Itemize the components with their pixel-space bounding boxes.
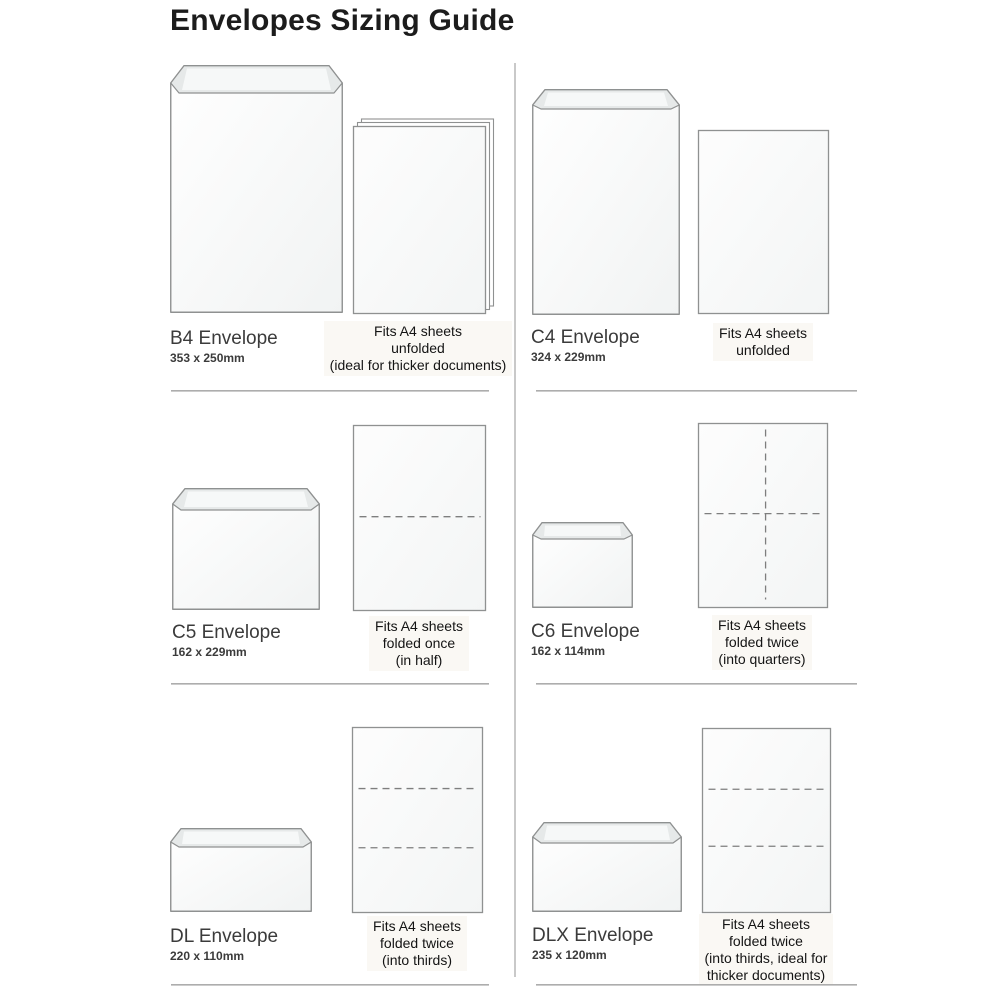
envelope-illustration	[532, 522, 633, 608]
fit-caption-box	[369, 616, 469, 671]
fit-caption-line: Fits A4 sheets	[718, 617, 806, 633]
fit-caption-line: Fits A4 sheets	[373, 918, 461, 934]
envelope-dimensions: 235 x 120mm	[532, 948, 607, 962]
fit-caption-line: unfolded	[391, 340, 445, 356]
sheet-front	[698, 130, 828, 313]
envelope-name: C4 Envelope	[531, 327, 640, 348]
fit-caption-line: folded twice	[380, 935, 454, 951]
envelope-name: C5 Envelope	[172, 622, 281, 643]
fit-caption-box	[712, 615, 812, 670]
column-divider	[514, 63, 516, 977]
envelope-flap-highlight	[184, 492, 308, 508]
row-divider	[536, 683, 857, 685]
row-divider	[536, 390, 857, 392]
sheet-front	[353, 425, 485, 610]
a4-sheet-illustration	[697, 129, 830, 315]
fit-caption-line: Fits A4 sheets	[722, 916, 810, 932]
fit-caption-line: (into quarters)	[718, 651, 806, 667]
envelope-name: DLX Envelope	[532, 925, 654, 946]
fit-caption-line: Fits A4 sheets	[374, 323, 462, 339]
envelope-flap-highlight	[544, 93, 668, 107]
fit-caption-line: folded once	[382, 635, 456, 651]
envelope-flap-highlight	[544, 826, 670, 841]
envelope-body	[533, 90, 680, 315]
fit-caption	[626, 914, 906, 986]
fit-caption-box	[713, 323, 813, 361]
fit-caption-line: folded twice	[729, 933, 803, 949]
envelope-name: B4 Envelope	[170, 328, 278, 349]
sheet-front	[352, 727, 482, 912]
fit-caption-line: thicker documents)	[706, 967, 826, 983]
fit-caption-line: (into thirds, ideal for	[704, 950, 828, 966]
envelope-name: DL Envelope	[170, 926, 279, 947]
envelope-illustration	[532, 89, 680, 315]
fit-caption-line: Fits A4 sheets	[375, 618, 463, 634]
fit-caption	[623, 323, 903, 361]
fit-caption-line: Fits A4 sheets	[719, 325, 807, 341]
row-divider	[536, 984, 857, 986]
envelope-body	[171, 66, 343, 313]
envelope-flap-highlight	[544, 526, 621, 537]
fit-caption-box	[367, 916, 467, 971]
a4-sheet-illustration	[351, 726, 484, 914]
row-divider	[171, 984, 489, 986]
a4-sheet-illustration	[697, 422, 829, 609]
fit-caption	[279, 616, 559, 671]
envelope-dimensions: 324 x 229mm	[531, 350, 606, 364]
sheet-front	[698, 423, 827, 607]
a4-sheet-illustration	[352, 424, 487, 612]
envelope-flap-highlight	[182, 69, 331, 91]
fit-caption	[278, 321, 558, 376]
envelope-illustration	[170, 828, 312, 912]
fit-caption-line: (in half)	[395, 652, 443, 668]
envelope-dimensions: 220 x 110mm	[170, 949, 245, 963]
fit-caption-line: (ideal for thicker documents)	[329, 357, 507, 373]
envelope-dimensions: 162 x 229mm	[172, 645, 247, 659]
fit-caption-box	[324, 321, 513, 376]
a4-sheet-illustration	[352, 116, 498, 315]
envelope-dimensions: 353 x 250mm	[170, 351, 245, 365]
envelope-dimensions: 162 x 114mm	[531, 644, 606, 658]
fit-caption-line: folded twice	[725, 634, 799, 650]
sheet-front	[702, 728, 830, 912]
envelope-name: C6 Envelope	[531, 621, 640, 642]
row-divider	[171, 390, 489, 392]
sheet-front	[353, 126, 485, 313]
envelope-illustration	[170, 65, 343, 313]
row-divider	[171, 683, 489, 685]
fit-caption-line: unfolded	[736, 342, 790, 358]
a4-sheet-illustration	[701, 727, 832, 914]
fit-caption-line: (into thirds)	[381, 952, 453, 968]
envelope-flap-highlight	[182, 832, 300, 845]
fit-caption-box	[699, 914, 834, 986]
page-title: Envelopes Sizing Guide	[170, 4, 515, 37]
envelope-illustration	[172, 488, 320, 610]
fit-caption	[622, 615, 902, 670]
envelope-illustration	[532, 822, 682, 912]
